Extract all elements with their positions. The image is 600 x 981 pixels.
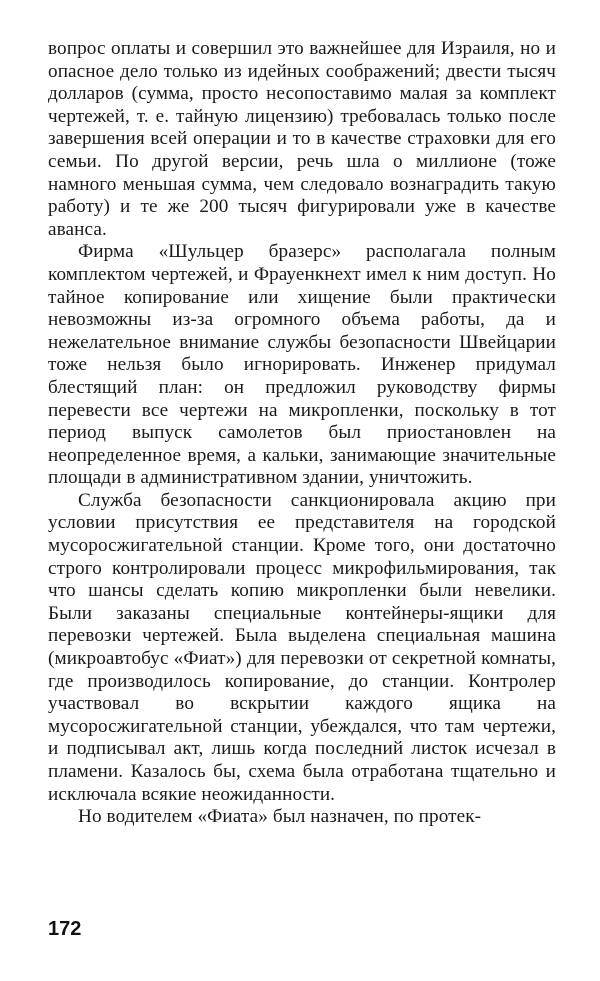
text-body	[48, 38, 556, 829]
paragraph-fiat-driver: Но водителем «Фиата» был назначен, по протек-	[78, 806, 482, 828]
paragraph-continuation: вопрос оплаты и совершил это важнейшее для Израиля, но и опасное дело только из идейных соображений; двести тысяч долларов (сумма, просто несопоставимо малая за комплект чертежей, т. е. тайную лицензию) требовалась только после завершения всей операции и то в качестве страховки для его семьи. По другой версии, речь шла о миллионе (тоже намного меньшая сумма, чем следовало вознаградить такую работу) и те же 200 тысяч фигурировали уже в качестве аванса.	[48, 38, 556, 240]
paragraph-security-service: Служба безопасности санкционировала акцию при условии присутствия ее представителя на городской мусоросжигательной станции. Кроме того, они достаточно строго контролировали процесс микрофильмирования, так что шансы сделать копию микропленки были невелики. Были заказаны специальные контейнеры-ящики для перевозки чертежей. Была выделена специальная машина (микроавтобус «Фиат») для перевозки от секретной комнаты, где производилось копирование, до станции. Контролер участвовал во вскрытии каждого ящика на мусоросжигательной станции, убеждался, что там чертежи, и подписывал акт, лишь когда последний листок исчезал в пламени. Казалось бы, схема была отработана тщательно и исключала всякие неожиданности.	[48, 489, 556, 805]
page-number: 172	[48, 918, 82, 940]
paragraph-firm-schulzer: Фирма «Шульцер бразерс» располагала полным комплектом чертежей, и Фрауенкнехт имел к ним доступ. Но тайное копирование или хищение были практически невозможны из-за огромного объема работы, да и нежелательное внимание службы безопасности Швейцарии тоже нельзя было игнорировать. Инженер придумал блестящий план: он предложил руководству фирмы перевести все чертежи на микропленки, поскольку в тот период выпуск самолетов был приостановлен на неопределенное время, а кальки, занимающие значительные площади в административном здании, уничтожить.	[48, 241, 556, 489]
